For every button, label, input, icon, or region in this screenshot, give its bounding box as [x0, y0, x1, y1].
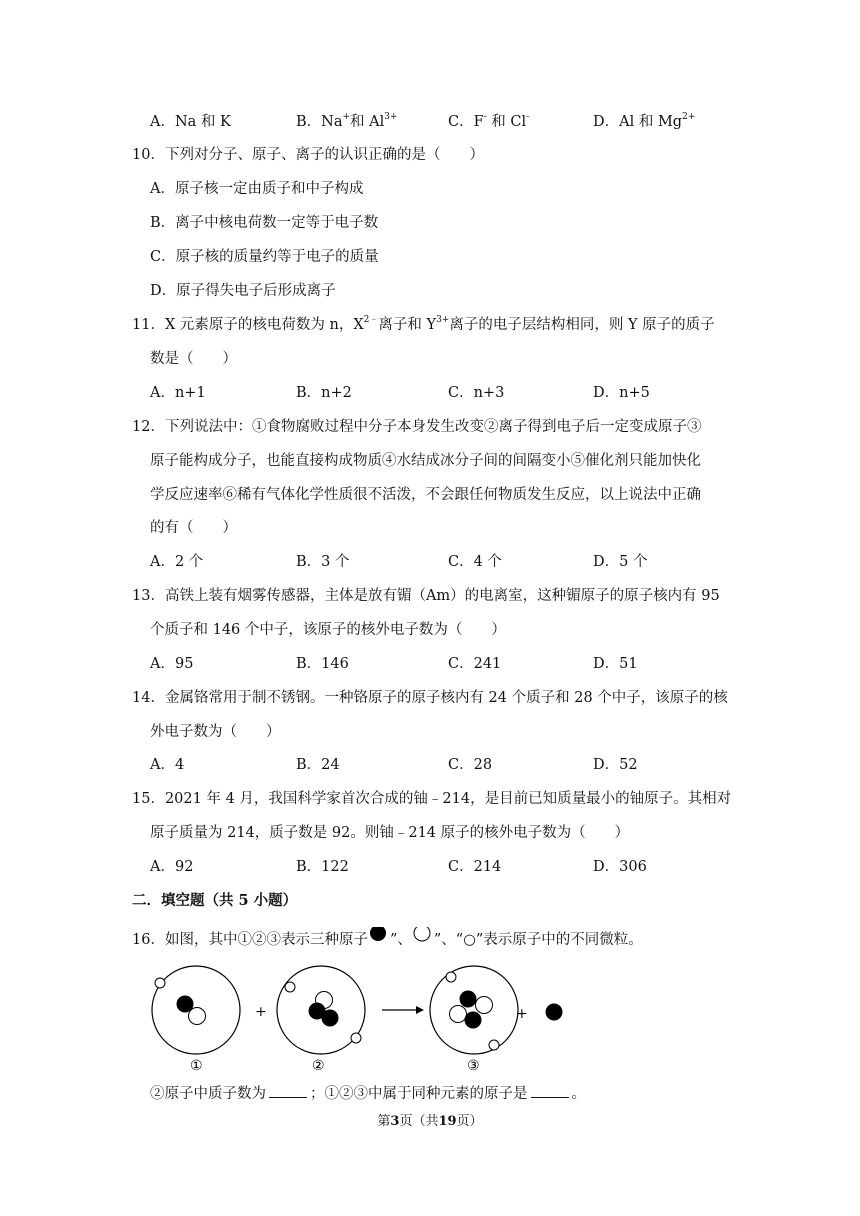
q10-option-b: B．离子中核电荷数一定等于电子数 — [150, 215, 379, 231]
q12-option-d: D．5 个 — [593, 554, 648, 570]
q11-stem-line2: 数是（ ） — [150, 351, 237, 367]
atom-2 — [277, 966, 365, 1054]
q15-option-b: B．122 — [296, 859, 349, 875]
q15-option-d: D．306 — [593, 859, 647, 875]
plus-sign: + — [255, 1004, 267, 1020]
q12-option-c: C．4 个 — [448, 554, 502, 570]
atom-1 — [152, 966, 240, 1054]
q16-stem: 16．如图，其中①②③表示三种原子 ”、 ”、“○”表示原子中的不同微粒。 — [132, 927, 643, 950]
q9-option-b: B．Na+和 $Al^{3+}$ — [296, 112, 398, 130]
q12-stem-line1: 12．下列说法中：①食物腐败过程中分子本身发生改变②离子得到电子后一定变成原子③ — [132, 419, 702, 435]
hollow-circle-icon — [412, 927, 434, 945]
section-heading: 二．填空题（共 5 小题） — [132, 892, 298, 909]
q10-option-d: D．原子得失电子后形成离子 — [150, 283, 336, 299]
q14-stem-line2: 外电子数为（ ） — [150, 724, 281, 740]
q9-option-d: D．Al 和 $Mg^{2+}$ — [593, 112, 696, 130]
reaction-arrow-icon — [382, 1006, 424, 1014]
q13-option-b: B．146 — [296, 656, 349, 672]
label-atom-1: ① — [190, 1058, 203, 1074]
atom-3 — [430, 966, 518, 1054]
q13-option-d: D．51 — [593, 656, 638, 672]
q12-stem-line2: 原子能构成分子，也能直接构成物质④水结成冰分子间的间隔变小⑤催化剂只能加快化 — [150, 453, 701, 469]
q15-stem-line1: 15．2021 年 4 月，我国科学家首次合成的铀﹣214，是目前已知质量最小的铀原子。其相对 — [132, 791, 732, 807]
q10-option-c: C．原子核的质量约等于电子的质量 — [150, 249, 379, 265]
q14-option-c: C．28 — [448, 757, 493, 773]
q12-option-b: B．3 个 — [296, 554, 350, 570]
q12-stem-line3: 学反应速率⑥稀有气体化学性质很不活泼，不会跟任何物质发生反应，以上说法中正确 — [150, 487, 701, 503]
q10-stem: 10．下列对分子、原子、离子的认识正确的是（ ） — [132, 147, 484, 163]
q15-stem-line2: 原子质量为 214，质子数是 92。则铀﹣214 原子的核外电子数为（ ） — [150, 825, 630, 841]
label-atom-3: ③ — [467, 1058, 480, 1074]
q15-option-a: A．92 — [150, 859, 194, 875]
q12-stem-line4: 的有（ ） — [150, 520, 237, 536]
q9-option-a: A．Na 和 K — [150, 114, 231, 130]
plus-sign-2: + — [516, 1006, 528, 1022]
q14-stem-line1: 14．金属铬常用于制不锈钢。一种铬原子的原子核内有 24 个质子和 28 个中子，该原子的核 — [132, 690, 728, 706]
q11-option-b: B．n+2 — [296, 385, 352, 401]
q12-option-a: A．2 个 — [150, 554, 204, 570]
q13-stem-line1: 13．高铁上装有烟雾传感器，主体是放有镅（Am）的电离室，这种镅原子的原子核内有 95 — [132, 588, 720, 604]
q15-option-c: C．214 — [448, 859, 502, 875]
q11-option-c: C．n+3 — [448, 385, 505, 401]
atom-diagram — [140, 962, 580, 1077]
q16-question: ②原子中质子数为 ；①②③中属于同种元素的原子是 。 — [150, 1083, 586, 1104]
q13-option-c: C．241 — [448, 656, 502, 672]
page-footer: 第3页（共19页） — [377, 1114, 483, 1129]
q11-option-a: A．n+1 — [150, 385, 206, 401]
q13-stem-line2: 个质子和 146 个中子，该原子的核外电子数为（ ） — [150, 622, 506, 638]
q11-option-d: D．n+5 — [593, 385, 650, 401]
filled-circle-icon — [368, 927, 390, 945]
product-particle — [546, 1004, 563, 1021]
label-atom-2: ② — [312, 1058, 325, 1074]
answer-blank-2[interactable] — [531, 1083, 569, 1098]
q14-option-b: B．24 — [296, 757, 340, 773]
q14-option-d: D．52 — [593, 757, 638, 773]
answer-blank-1[interactable] — [269, 1083, 307, 1098]
q11-stem-line1: 11．X 元素原子的核电荷数为 n，$X^{2﹣}$离子和 $Y^{3+}$离子的电子层结构相同，则 Y 原子的质子 — [132, 315, 715, 333]
q13-option-a: A．95 — [150, 656, 194, 672]
q10-option-a: A．原子核一定由质子和中子构成 — [150, 181, 364, 197]
q9-option-c: C．F- 和 Cl- — [448, 112, 530, 130]
q14-option-a: A．4 — [150, 757, 185, 773]
